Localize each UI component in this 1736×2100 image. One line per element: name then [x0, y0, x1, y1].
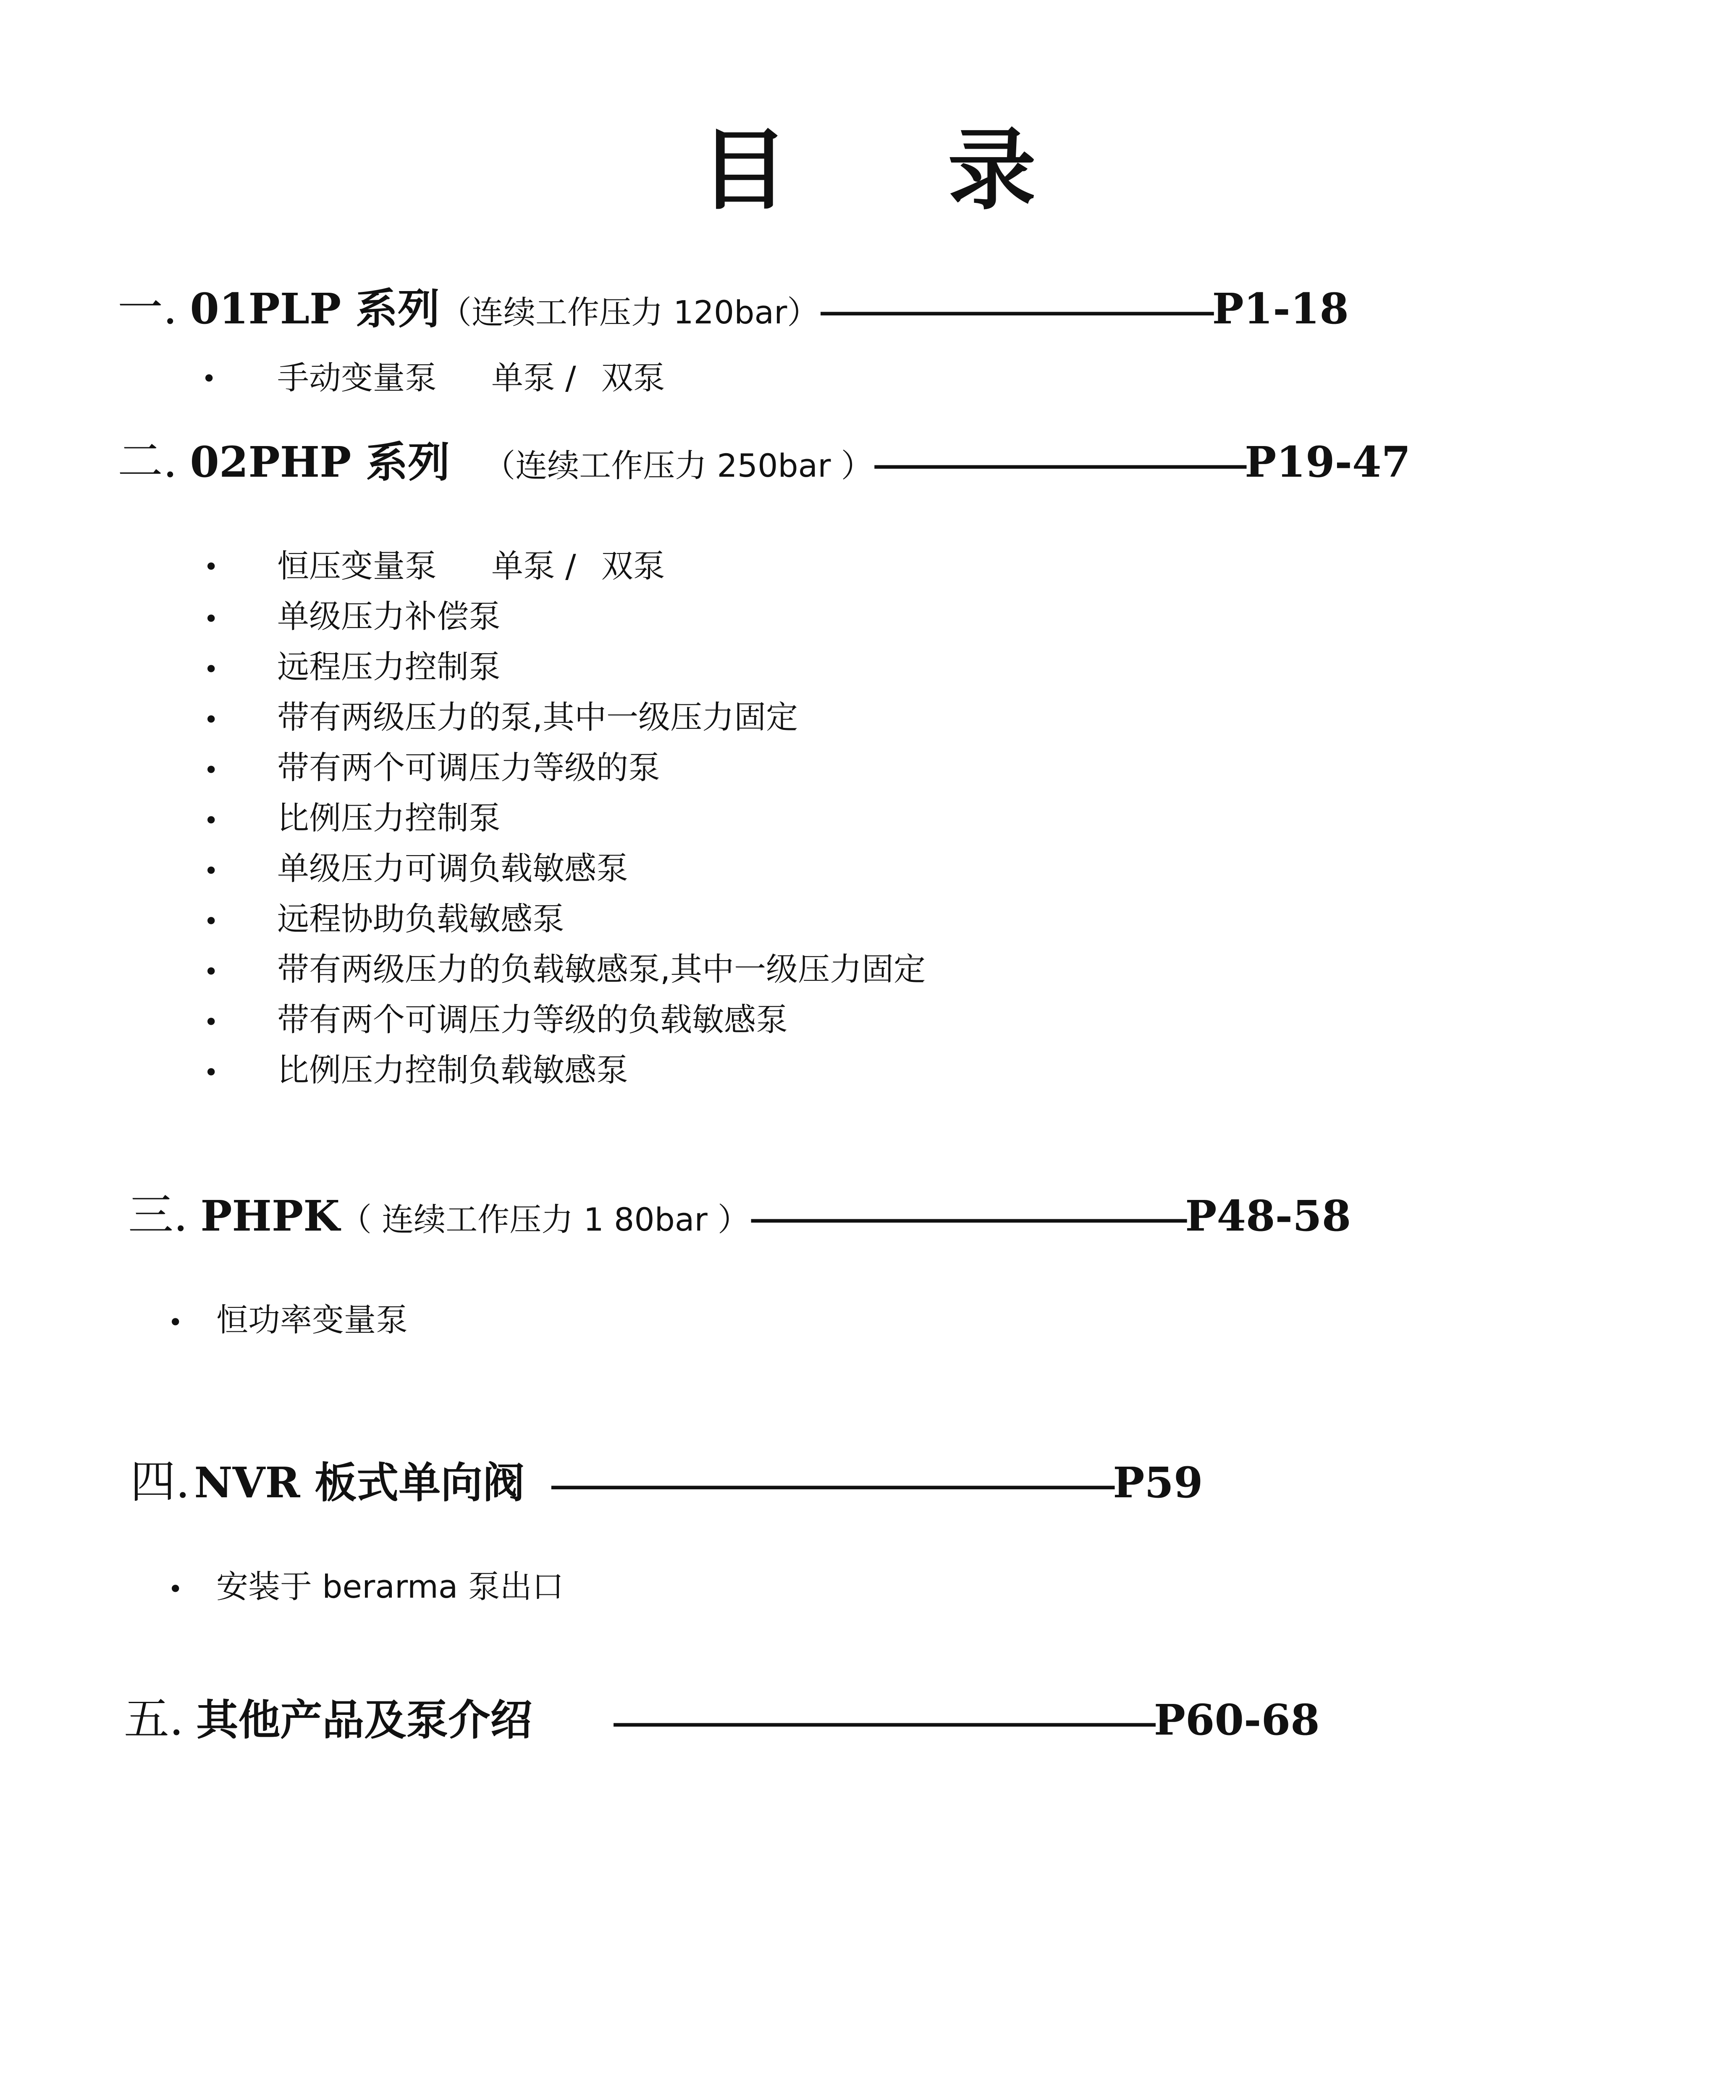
item-text: 带有两级压力的负载敏感泵,其中一级压力固定: [277, 950, 926, 988]
item-text: 比例压力控制泵: [277, 799, 501, 837]
toc-item: [202, 359, 665, 396]
page-range: P1-18: [1212, 284, 1349, 333]
page-range: P60-68: [1154, 1695, 1320, 1745]
item-text: 带有两个可调压力等级的泵: [277, 749, 660, 786]
section-name: 其他产品及泵介绍: [196, 1695, 532, 1745]
dot-leader: -------------------------------------: [819, 286, 1212, 333]
item-text-single: 单泵 /: [491, 359, 576, 396]
bullet: •: [204, 957, 219, 987]
item-text: 恒功率变量泵: [216, 1301, 408, 1339]
bullet: •: [204, 756, 219, 785]
bullet: •: [204, 856, 219, 886]
toc-item: [204, 547, 665, 585]
item-text-single: 单泵 /: [491, 547, 576, 585]
bullet: •: [204, 655, 219, 684]
item-text: 单级压力可调负载敏感泵: [277, 850, 628, 887]
toc-item: [204, 749, 660, 786]
toc-item: [204, 648, 501, 685]
toc-item: [204, 900, 564, 937]
toc-heading-3[interactable]: [128, 1189, 1351, 1242]
item-text: 比例压力控制负载敏感泵: [277, 1051, 628, 1089]
section-number: 四.: [130, 1456, 190, 1508]
bullet: •: [168, 1308, 183, 1337]
dot-leader: -----------------------------------------------------: [550, 1460, 1113, 1507]
bullet: •: [204, 907, 219, 936]
section-number: 三.: [128, 1189, 188, 1242]
item-text: 安装于 berarma 泵出口: [216, 1568, 564, 1605]
bullet: •: [204, 705, 219, 735]
page-title: [0, 118, 1736, 222]
item-text: 远程协助负载敏感泵: [277, 900, 564, 937]
bullet: •: [204, 604, 219, 634]
section-number: 五.: [124, 1693, 184, 1746]
toc-heading-4[interactable]: [130, 1456, 1203, 1508]
toc-item: [204, 598, 501, 635]
item-text: 恒压变量泵: [277, 547, 437, 585]
dot-leader: ---------------------------------------------------: [612, 1697, 1154, 1744]
section-number: 二.: [118, 435, 178, 488]
toc-item: [204, 1001, 788, 1038]
section-name: 01PLP 系列: [190, 284, 440, 333]
title-char-2: 录: [948, 118, 1036, 222]
toc-item: [204, 850, 628, 887]
item-text: 带有两个可调压力等级的负载敏感泵: [277, 1001, 788, 1038]
section-name: 02PHP 系列: [190, 437, 450, 487]
section-subtitle: （连续工作压力 250bar ）: [483, 447, 873, 484]
toc-heading-2[interactable]: [118, 435, 1411, 488]
page-range: P48-58: [1185, 1191, 1351, 1241]
item-text: 手动变量泵: [277, 359, 437, 396]
toc-heading-1[interactable]: [118, 282, 1349, 334]
bullet: •: [202, 364, 217, 394]
toc-item: [204, 698, 798, 736]
dot-leader: -----------------------------------: [873, 439, 1245, 486]
item-text: 远程压力控制泵: [277, 648, 501, 685]
item-text-double: 双泵: [601, 547, 665, 585]
title-char-1: 目: [700, 118, 788, 222]
section-name: NVR 板式单向阀: [194, 1458, 525, 1507]
toc-item: [204, 1051, 628, 1089]
page-range: P59: [1113, 1458, 1203, 1507]
item-text: 带有两级压力的泵,其中一级压力固定: [277, 698, 798, 736]
toc-item: [204, 799, 501, 837]
toc-item: [204, 950, 926, 988]
toc-item: [168, 1568, 564, 1605]
toc-heading-5[interactable]: [124, 1693, 1320, 1746]
section-subtitle: （ 连续工作压力 1 80bar ）: [340, 1201, 750, 1238]
item-text: 单级压力补偿泵: [277, 598, 501, 635]
bullet: •: [168, 1575, 183, 1604]
dot-leader: -----------------------------------------: [749, 1193, 1185, 1240]
section-subtitle: （连续工作压力 120bar）: [440, 294, 819, 331]
toc-item: [168, 1301, 408, 1339]
page-range: P19-47: [1245, 437, 1411, 487]
section-name: PHPK: [200, 1191, 340, 1241]
section-number: 一.: [118, 282, 178, 334]
bullet: •: [204, 1008, 219, 1037]
bullet: •: [204, 806, 219, 835]
bullet: •: [204, 552, 219, 582]
bullet: •: [204, 1058, 219, 1087]
item-text-double: 双泵: [601, 359, 665, 396]
